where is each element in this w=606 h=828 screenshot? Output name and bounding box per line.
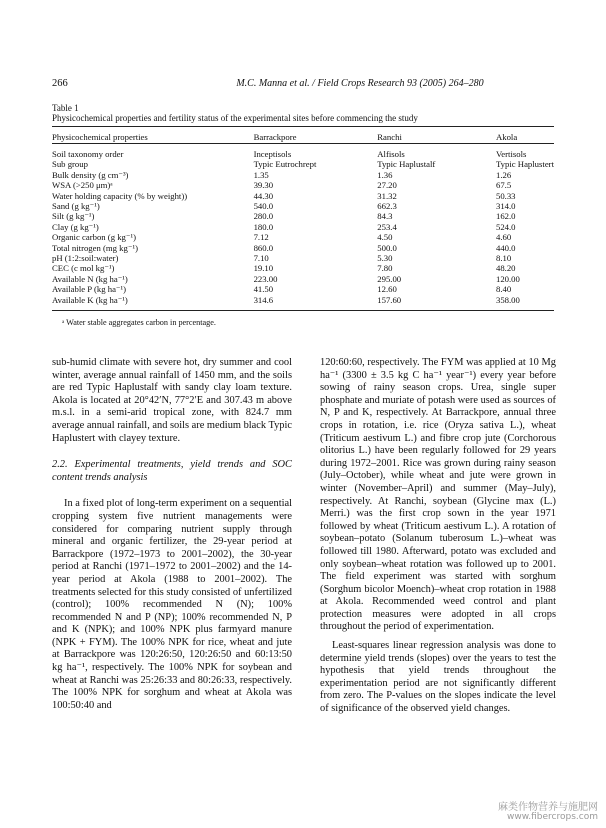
table-cell: 540.0 (253, 201, 274, 212)
table-cell: Alfisols (377, 149, 405, 159)
table-cell: WSA (>250 μm)ᵃ (52, 180, 113, 191)
table-caption: Physicochemical properties and fertility status of the experimental sites before commencing the study (52, 113, 418, 123)
right-column (320, 357, 556, 716)
table-cell: 8.10 (495, 253, 512, 264)
table-cell: Inceptisols (253, 149, 292, 159)
table-cell: Silt (g kg⁻¹) (52, 211, 95, 222)
properties-table (52, 131, 554, 305)
table-row (52, 295, 554, 305)
table-cell: Organic carbon (g kg⁻¹) (52, 232, 136, 243)
table-cell: 50.33 (495, 190, 516, 201)
table-row (52, 201, 554, 211)
table-row (52, 170, 554, 180)
table-row (52, 211, 554, 221)
table-cell: 4.50 (377, 232, 393, 243)
table-cell: Available K (kg ha⁻¹) (52, 294, 128, 305)
table-cell: Vertisols (495, 149, 527, 159)
table-top-rule (52, 126, 554, 127)
table-row (52, 253, 554, 263)
table-cell: 27.20 (377, 180, 397, 191)
table-cell: 440.0 (495, 242, 516, 253)
table-cell: Typic Eutrochrept (253, 159, 317, 170)
body-paragraph: In a fixed plot of long-term experiment on a sequential cropping system five nutrient managements were considered for comparing nutrient supply through mineral and organic fertilizer, the 29-year period at Barrackpore (1972–1973 to 2001–2002), the 30-year period at Ranchi (1971–1972 to 2001–2002) and the 14-year period at Akola (1988 to 2001–2002). The treatments selected for this study consisted of unfertilized (control); 100% recommended N (N); 100% recommended N and P (NP); 100% recommended N, P and K (NPK); and 100% NPK plus farmyard manure (NPK + FYM). The 100% NPK for rice, wheat and jute at Barrackpore was 120:26:50, 120:26:50 and 60:13:50 kg ha⁻¹, respectively. The 100% NPK for soybean and wheat at Ranchi was 25:26:33 and 80:26:33, respectively. The 100% NPK for sorghum and wheat at Akola was 100:50:40 and (52, 498, 292, 711)
table-cell: 84.3 (377, 211, 393, 222)
column-header: Akola (495, 131, 518, 142)
table-cell: 860.0 (253, 242, 274, 253)
table-cell: 1.35 (253, 169, 269, 180)
table-bottom-rule (52, 310, 554, 311)
section-heading: 2.2. Experimental treatments, yield trends and SOC content trends analysis (52, 459, 292, 483)
watermark-text: 麻类作物营养与施肥网 (498, 802, 598, 813)
table-cell: 358.00 (495, 294, 520, 305)
table-row (52, 222, 554, 232)
table-cell: pH (1:2:soil:water) (52, 253, 119, 264)
table-cell: 48.20 (495, 263, 516, 274)
table-cell: 7.10 (253, 253, 269, 264)
table-footnote: ᵃ Water stable aggregates carbon in percentage. (62, 318, 216, 327)
table-cell: 31.32 (377, 190, 397, 201)
table-cell: Bulk density (g cm⁻³) (52, 169, 129, 180)
table-label: Table 1 (52, 103, 79, 113)
table-cell: Total nitrogen (mg kg⁻¹) (52, 242, 138, 253)
left-column (52, 357, 292, 712)
table-cell: 7.12 (253, 232, 269, 243)
body-paragraph: Least-squares linear regression analysis was done to determine yield trends (slopes) over the years to test the hypothesis that yield trends throughout the experimentation period are not significantly different from zero. The P-values on the slopes indicate the level of significance of the observed yield changes. (320, 640, 556, 715)
table-cell: 500.0 (377, 242, 397, 253)
table-row (52, 274, 554, 284)
column-header: Barrackpore (253, 131, 297, 142)
table-cell: CEC (c mol kg⁻¹) (52, 263, 115, 274)
table-cell: 157.60 (377, 294, 402, 305)
table-cell: 295.00 (377, 273, 402, 284)
body-paragraph: 120:60:60, respectively. The FYM was applied at 10 Mg ha⁻¹ (3300 ± 3.5 kg C ha⁻¹ year⁻¹) every year before sowing of rainy season crops. Urea, single super phosphate and muriate of potash were used as sources of N, P and K, respectively. At Barrackpore, annual three crops in rotation, i.e. rice (Oryza sativa L.), wheat (Triticum aestivum L.) and fibre crop jute (Corchorous olitorius L.) have been regularly followed for 29 years during 1972–2001. Rice was grown during rainy season (July–October), while wheat and jute were grown in winter (November–April) and summer (May–July), respectively. At Ranchi, soybean (Glycine max (L.) Merri.) was the first crop sown in the year 1971 followed by wheat (Triticum aestivum L.). A rotation of soybean–potato (Solanum tuberosum L.)–wheat was followed till 1980. Afterward, potato was excluded and only soybean–wheat rotation was followed up to 2001. The field experiment was started with sorghum (Sorghum bicolor Moench)–wheat crop rotation in 1988 at Akola. Recommended weed control and plant protection measures were adopted in all crops throughout the period of experimentation. (320, 357, 556, 633)
page-number: 266 (52, 78, 68, 89)
table-row (52, 159, 554, 169)
table-cell: 8.40 (495, 284, 512, 295)
table-cell: 19.10 (253, 263, 274, 274)
table-cell: 1.26 (495, 169, 512, 180)
table-header-row (52, 131, 554, 145)
table-cell: 280.0 (253, 211, 274, 222)
watermark-url: www.fibercrops.com (507, 812, 598, 822)
table-cell: 7.80 (377, 263, 393, 274)
table-cell: Soil taxonomy order (52, 149, 124, 159)
table-row (52, 232, 554, 242)
table-cell: 67.5 (495, 180, 512, 191)
table-cell: Available P (kg ha⁻¹) (52, 284, 127, 295)
table-cell: 180.0 (253, 221, 274, 232)
table-row (52, 191, 554, 201)
table-cell: Sand (g kg⁻¹) (52, 201, 100, 212)
table-row (52, 284, 554, 294)
table-cell: 39.30 (253, 180, 274, 191)
table-cell: 41.50 (253, 284, 274, 295)
table-cell: 120.00 (495, 273, 520, 284)
table-cell: 44.30 (253, 190, 274, 201)
table-cell: Water holding capacity (% by weight)) (52, 190, 188, 201)
table-cell: Typic Haplustalf (377, 159, 436, 170)
table-row (52, 243, 554, 253)
table-cell: 162.0 (495, 211, 516, 222)
column-header: Physicochemical properties (52, 131, 148, 142)
table-cell: Available N (kg ha⁻¹) (52, 273, 128, 284)
table-cell: 314.0 (495, 201, 516, 212)
table-cell: 314.6 (253, 294, 274, 305)
table-cell: 253.4 (377, 221, 397, 232)
table-cell: 223.00 (253, 273, 278, 284)
table-cell: 5.30 (377, 253, 393, 264)
table-cell: Sub group (52, 159, 88, 170)
table-cell: 524.0 (495, 221, 516, 232)
table-cell: Clay (g kg⁻¹) (52, 221, 99, 232)
running-header: M.C. Manna et al. / Field Crops Research 93 (2005) 264–280 (236, 78, 484, 89)
table-cell: Typic Haplustert (495, 159, 554, 170)
table-cell: 1.36 (377, 169, 393, 180)
table-cell: 662.3 (377, 201, 397, 212)
table-row (52, 180, 554, 190)
table-row (52, 263, 554, 273)
table-cell: 12.60 (377, 284, 397, 295)
table-cell: 4.60 (495, 232, 512, 243)
table-row (52, 145, 554, 159)
body-paragraph: sub-humid climate with severe hot, dry summer and cool winter, average annual rainfall of 1450 mm, and the soils are red Typic Haplustalf with sandy clay loam texture. Akola is located at 20°42′N, 77°2′E and 307.43 m above m.s.l. in a semi-arid tropical zone, with 824.7 mm average annual rainfall, and soils are medium black Typic Haplustert with clayey texture. (52, 357, 292, 444)
column-header: Ranchi (377, 131, 402, 142)
